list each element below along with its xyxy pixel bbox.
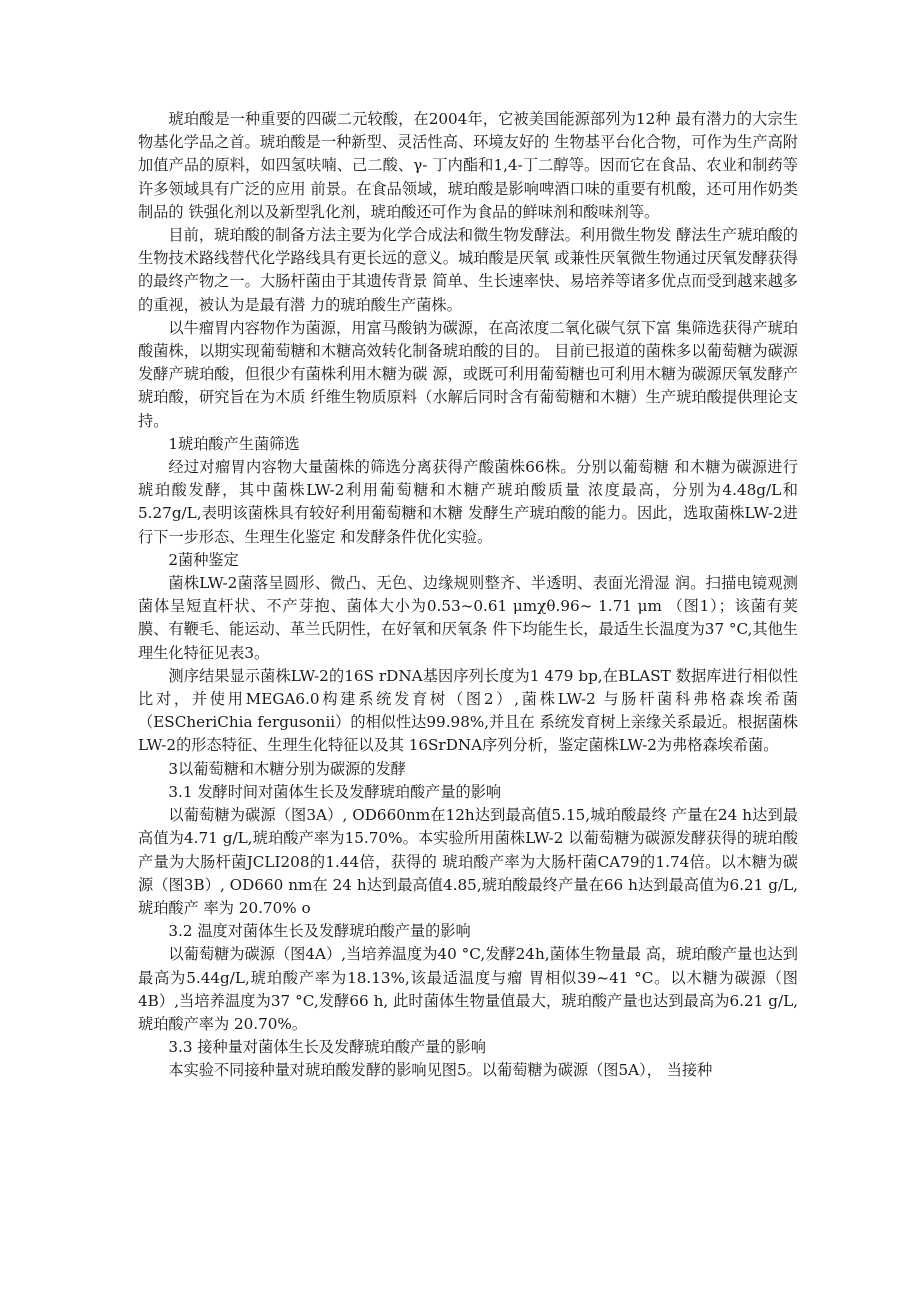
subsection-heading-3-3: 3.3 接种量对菌体生长及发酵琥珀酸产量的影响 <box>168 1038 486 1057</box>
document-body <box>138 108 798 1083</box>
paragraph-research-aim: 以牛瘤胃内容物作为菌源，用富马酸钠为碳源，在高浓度二氧化碳气氛下富 集筛选获得产琥珀酸菌株，以期实现葡萄糖和木糖高效转化制备琥珀酸的目的。 目前已报道的菌株多以葡萄糖为碳源发酵产琥珀酸，但很少有菌株利用木糖为碳 源，或既可利用葡萄糖也可利用木糖为碳源厌氧发酵产琥珀酸，研究旨在为木质 纤维生物质原料（水解后同时含有葡萄糖和木糖）生产琥珀酸提供理论支持。 <box>138 318 798 430</box>
paragraph-morphology: 菌株LW-2菌落呈圆形、微凸、无色、边缘规则整齐、半透明、表面光滑湿 润。扫描电镜观测菌体呈短直杆状、不产芽抱、菌体大小为0.53~0.61 μmχθ.96~ 1.71 μm （图1）；该菌有荚膜、有鞭毛、能运动、革兰氏阴性，在好氧和厌氧条 件下均能生长，最适生长温度为37 °C,其他生理生化特征见表3。 <box>138 574 798 662</box>
subsection-heading-3-1: 3.1 发酵时间对菌体生长及发酵琥珀酸产量的影响 <box>168 782 502 801</box>
paragraph-screening: 经过对瘤胃内容物大量菌株的筛选分离获得产酸菌株66株。分别以葡萄糖 和木糖为碳源进行琥珀酸发酵，其中菌株LW-2利用葡萄糖和木糖产琥珀酸质量 浓度最高，分别为4.48g/L和5.27g/L,表明该菌株具有较好利用葡萄糖和木糖 发酵生产琥珀酸的能力。因此，选取菌株LW-2进行下一步形态、生理生化鉴定 和发酵条件优化实验。 <box>138 458 798 546</box>
paragraph-intro: 琥珀酸是一种重要的四碳二元较酸，在2004年，它被美国能源部列为12种 最有潜力的大宗生物基化学品之首。琥珀酸是一种新型、灵活性高、环境友好的 生物基平台化合物，可作为生产高附加值产品的原料，如四氢呋喃、己二酸、γ- 丁内酯和1,4-丁二醇等。因而它在食品、农业和制药等许多领域具有广泛的应用 前景。在食品领域，琥珀酸是影响啤酒口味的重要有机酸，还可用作奶类制品的 铁强化剂以及新型乳化剂，琥珀酸还可作为食品的鲜味剂和酸味剂等。 <box>138 110 798 221</box>
section-heading-1: 1琥珀酸产生菌筛选 <box>168 434 300 453</box>
paragraph-sequencing: 测序结果显示菌株LW-2的16S rDNA基因序列长度为1 479 bp,在BLAST 数据库进行相似性比对，并使用MEGA6.0构建系统发育树（图2）,菌株LW-2 与肠杆菌科弗格森埃希菌（ESCheriChia fergusonii）的相似性达99.98%,并且在 系统发育树上亲缘关系最近。根据菌株LW-2的形态特征、生理生化特征以及其 16SrDNA序列分析，鉴定菌株LW-2为弗格森埃希菌。 <box>138 666 798 755</box>
paragraph-fermentation-time: 以葡萄糖为碳源（图3A）, OD660nm在12h达到最高值5.15,城珀酸最终 产量在24 h达到最高值为4.71 g/L,琥珀酸产率为15.70%。本实验所用菌株LW-2 以葡萄糖为碳源发酵获得的琥珀酸产量为大肠杆菌JCLI208的1.44倍，获得的 琥珀酸产率为大肠杆菌CA79的1.74倍。以木糖为碳源（图3B）, OD660 nm在 24 h达到最高值4.85,琥珀酸最终产量在66 h达到最高值为6.21 g/L,琥珀酸产 率为 20.70% o <box>138 806 798 917</box>
section-heading-3: 3以葡萄糖和木糖分别为碳源的发酵 <box>168 759 406 778</box>
section-heading-2: 2菌种鉴定 <box>168 550 239 569</box>
paragraph-temperature: 以葡萄糖为碳源（图4A）,当培养温度为40 °C,发酵24h,菌体生物量最 高，琥珀酸产量也达到最高为5.44g/L,琥珀酸产率为18.13%,该最适温度与瘤 胃相似39~41 °C。以木糖为碳源（图4B）,当培养温度为37 °C,发酵66 h, 此时菌体生物量值最大，琥珀酸产量也达到最高为6.21 g/L,琥珀酸产率为 20.70%。 <box>138 945 798 1033</box>
subsection-heading-3-2: 3.2 温度对菌体生长及发酵琥珀酸产量的影响 <box>168 922 471 941</box>
paragraph-inoculum: 本实验不同接种量对琥珀酸发酵的影响见图5。以葡萄糖为碳源（图5A）， 当接种 <box>168 1061 713 1080</box>
paragraph-preparation-methods: 目前，琥珀酸的制备方法主要为化学合成法和微生物发酵法。利用微生物发 酵法生产琥珀酸的生物技术路线替代化学路线具有更长远的意义。城珀酸是厌氧 或兼性厌氧微生物通过厌氧发酵获得的最终产物之一。大肠杆菌由于其遗传背景 简单、生长速率快、易培养等诸多优点而受到越来越多的重视，被认为是最有潜 力的琥珀酸生产菌株。 <box>138 226 798 314</box>
